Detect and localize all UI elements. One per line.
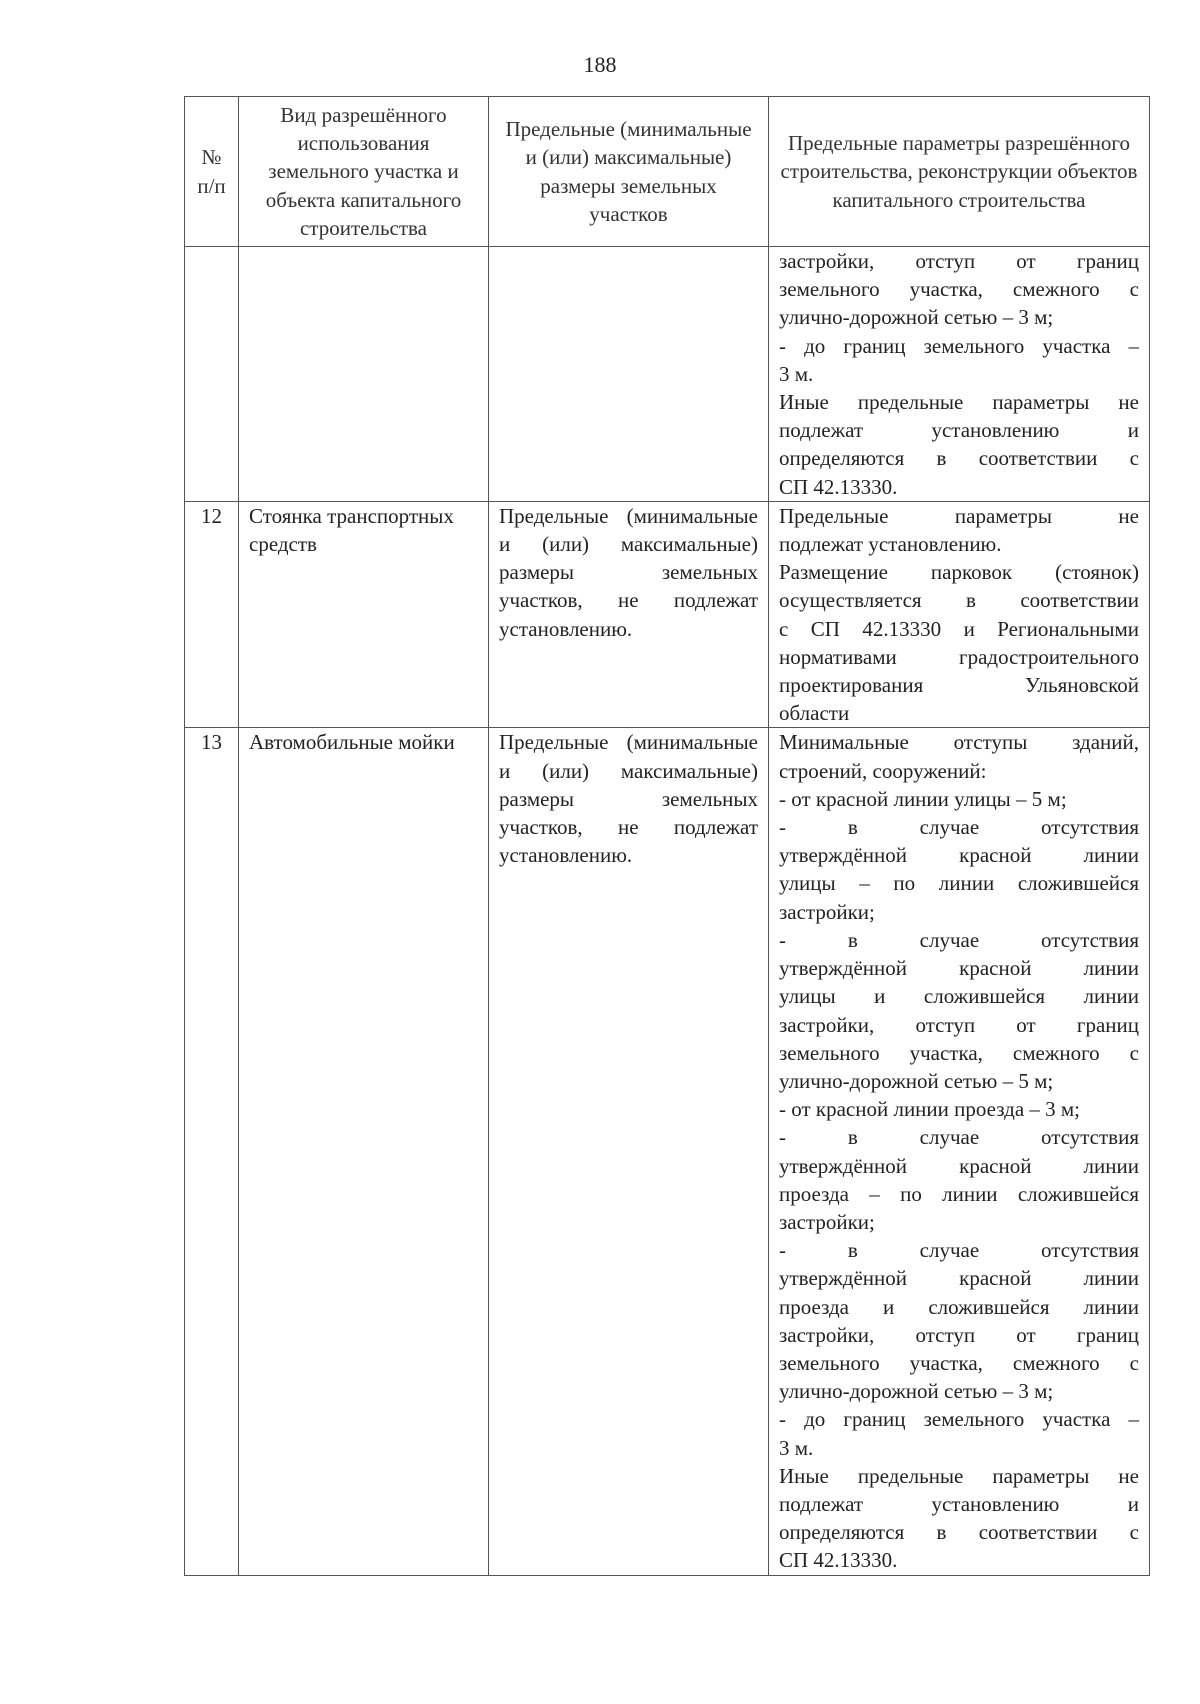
- text-line: улично-дорожной сетью – 5 м;: [779, 1068, 1054, 1093]
- text-line: с СП 42.13330 и Региональными: [779, 616, 1139, 641]
- text-line: земельного участка, смежного с: [779, 1040, 1139, 1065]
- text-line: 3 м.: [779, 1435, 814, 1460]
- cell-number: [185, 247, 239, 502]
- text-line: строений, сооружений:: [779, 758, 987, 783]
- table-row-continued: [185, 247, 1150, 502]
- text-line: улицы – по линии сложившейся: [779, 871, 1139, 896]
- text-line: Иные предельные параметры не: [779, 1463, 1139, 1488]
- text-line: подлежат установлению и: [779, 418, 1139, 443]
- text-line: утверждённой красной линии: [779, 956, 1139, 981]
- text-line: Минимальные отступы зданий,: [779, 730, 1139, 755]
- text-line: улично-дорожной сетью – 3 м;: [779, 305, 1054, 330]
- header-number: № п/п: [185, 97, 239, 247]
- cell-usage-type: [239, 247, 489, 502]
- text-line: проезда – по линии сложившейся: [779, 1181, 1139, 1206]
- text-line: подлежат установлению.: [779, 532, 1002, 557]
- text-line: - в случае отсутствия: [779, 1125, 1139, 1150]
- page-number: 188: [583, 52, 617, 77]
- text-line: определяются в соответствии с: [779, 446, 1139, 471]
- text-line: - в случае отсутствия: [779, 815, 1139, 840]
- text-line: застройки;: [779, 899, 875, 924]
- text-line: проезда и сложившейся линии: [779, 1294, 1139, 1319]
- text-line: области: [779, 701, 850, 726]
- cell-number: 12: [185, 501, 239, 728]
- text-line: Предельные параметры не: [779, 503, 1139, 528]
- header-plot-size: Предельные (минимальные и (или) максимальные) размеры земельных участков: [489, 97, 769, 247]
- cell-usage-type: Автомобильные мойки: [239, 728, 489, 1575]
- text-line: СП 42.13330.: [779, 474, 898, 499]
- table-row: [185, 501, 1150, 728]
- table-row: [185, 728, 1150, 1575]
- text-line: СП 42.13330.: [779, 1548, 898, 1573]
- cell-usage-type: Стоянка транспортных средств: [239, 501, 489, 728]
- cell-plot-size: [489, 247, 769, 502]
- text-line: 3 м.: [779, 361, 814, 386]
- text-line: - до границ земельного участка –: [779, 1407, 1139, 1432]
- text-line: определяются в соответствии с: [779, 1520, 1139, 1545]
- text-line: Размещение парковок (стоянок): [779, 560, 1139, 585]
- table-header-row: [185, 97, 1150, 247]
- text-line: - до границ земельного участка –: [779, 333, 1139, 358]
- text-line: улицы и сложившейся линии: [779, 984, 1139, 1009]
- text-line: - от красной линии проезда – 3 м;: [779, 1097, 1081, 1122]
- text-line: застройки, отступ от границ: [779, 249, 1139, 274]
- text-line: проектирования Ульяновской: [779, 673, 1139, 698]
- text-line: утверждённой красной линии: [779, 1153, 1139, 1178]
- header-usage-type: Вид разрешённого использования земельного участка и объекта капитального строительства: [239, 97, 489, 247]
- cell-construction-params: [769, 247, 1150, 502]
- cell-number: 13: [185, 728, 239, 1575]
- cell-construction-params: [769, 501, 1150, 728]
- text-line: утверждённой красной линии: [779, 1266, 1139, 1291]
- text-line: утверждённой красной линии: [779, 843, 1139, 868]
- text-line: застройки;: [779, 1209, 875, 1234]
- text-line: земельного участка, смежного с: [779, 1350, 1139, 1375]
- text-line: - в случае отсутствия: [779, 927, 1139, 952]
- text-line: земельного участка, смежного с: [779, 277, 1139, 302]
- text-line: подлежат установлению и: [779, 1491, 1139, 1516]
- cell-plot-size: Предельные (минимальные и (или) максимальные) размеры земельных участков, не подлежат установлению.: [489, 501, 769, 728]
- text-line: нормативами градостроительного: [779, 644, 1139, 669]
- cell-construction-params: [769, 728, 1150, 1575]
- text-line: улично-дорожной сетью – 3 м;: [779, 1379, 1054, 1404]
- text-line: осуществляется в соответствии: [779, 588, 1139, 613]
- text-line: - от красной линии улицы – 5 м;: [779, 786, 1067, 811]
- text-line: - в случае отсутствия: [779, 1238, 1139, 1263]
- text-line: застройки, отступ от границ: [779, 1012, 1139, 1037]
- text-line: Иные предельные параметры не: [779, 390, 1139, 415]
- header-construction-params: Предельные параметры разрешённого строительства, реконструкции объектов капитального строительства: [769, 97, 1150, 247]
- cell-plot-size: Предельные (минимальные и (или) максимальные) размеры земельных участков, не подлежат установлению.: [489, 728, 769, 1575]
- text-line: застройки, отступ от границ: [779, 1322, 1139, 1347]
- regulations-table: [184, 96, 1150, 1576]
